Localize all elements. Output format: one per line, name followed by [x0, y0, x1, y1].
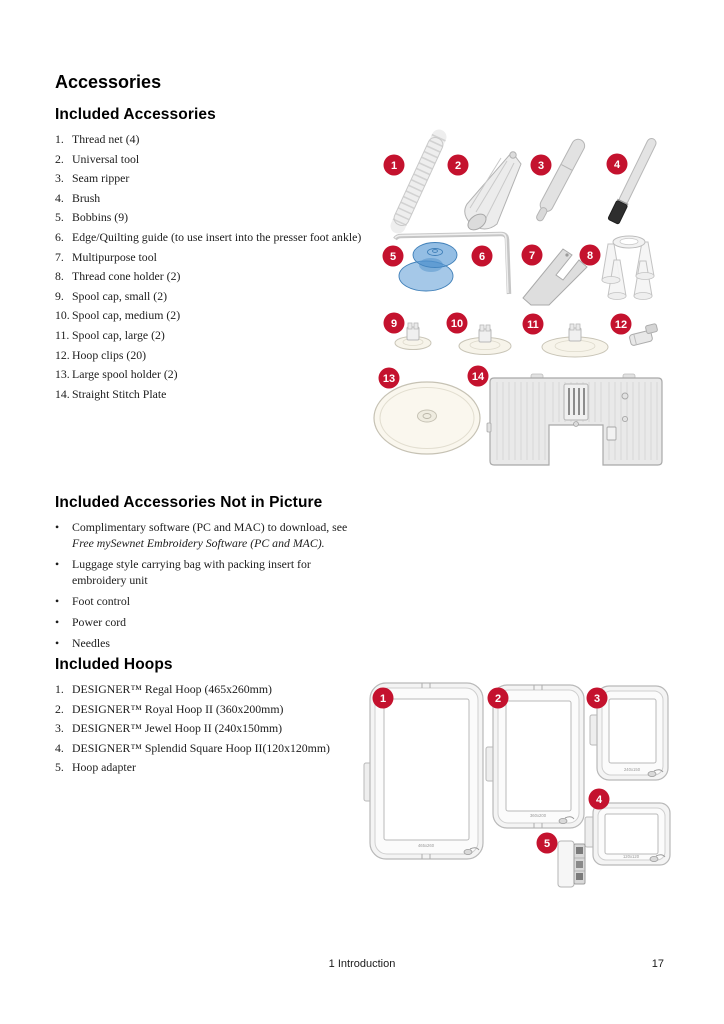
svg-text:14: 14	[471, 370, 485, 383]
list-item-number: 8.	[55, 269, 64, 284]
list-item-text: Thread cone holder (2)	[72, 269, 181, 284]
spool-cap-large-illustration	[542, 324, 608, 357]
list-item	[55, 557, 355, 588]
footer-page-number: 17	[651, 958, 664, 970]
list-item-text: Hoop clips (20)	[72, 347, 147, 362]
list-item-text: Complimentary software (PC and MAC) to download, see Free mySewnet Embroidery Software (PC and MAC).	[72, 520, 348, 550]
list-item-number: 14.	[55, 386, 70, 401]
svg-text:5: 5	[389, 250, 397, 263]
list-item	[55, 269, 387, 284]
list-item	[55, 328, 387, 343]
list-item-text: Power cord	[72, 614, 127, 629]
list-item-number: 5.	[55, 760, 64, 775]
list-item-number: 7.	[55, 249, 64, 264]
list-item-text: Seam ripper	[72, 171, 130, 186]
badge-13	[379, 368, 400, 389]
section-not-in-picture	[55, 494, 355, 657]
list-item-text: Spool cap, small (2)	[72, 288, 168, 303]
list-item	[55, 132, 387, 147]
svg-text:7: 7	[528, 249, 536, 262]
list-item	[55, 741, 387, 756]
spool-cap-medium-illustration	[459, 325, 511, 355]
cross-reference: Free mySewnet Embroidery Software (PC and MAC).	[72, 535, 325, 550]
badge-11	[523, 314, 544, 335]
svg-text:3: 3	[593, 692, 601, 705]
bullet-marker: •	[55, 614, 60, 629]
bullet-list	[55, 520, 355, 652]
svg-text:9: 9	[390, 317, 398, 330]
list-item-text: DESIGNER™ Royal Hoop II (360x200mm)	[72, 701, 284, 716]
list-item	[55, 702, 387, 717]
list-item-number: 6.	[55, 229, 64, 244]
list-item-text: DESIGNER™ Regal Hoop (465x260mm)	[72, 682, 272, 696]
badge-1	[384, 155, 405, 176]
svg-text:240x150: 240x150	[623, 767, 641, 772]
list-item	[55, 171, 387, 186]
badge-hoop-2	[488, 688, 509, 709]
bullet-marker: •	[55, 636, 60, 651]
footer-chapter: 1 Introduction	[328, 958, 396, 970]
brush-illustration	[608, 136, 659, 224]
badge-4	[607, 154, 628, 175]
list-item	[55, 615, 355, 631]
badge-12	[611, 314, 632, 335]
list-item-text: Foot control	[72, 593, 130, 608]
thread-cone-holder-illustration	[602, 236, 654, 300]
badge-14	[468, 366, 489, 387]
list-item-number: 10.	[55, 308, 70, 323]
page-title: Accessories	[55, 72, 162, 92]
list-item	[55, 387, 387, 402]
list-item	[55, 367, 387, 382]
bobbins-illustration	[399, 243, 457, 292]
list-item-number: 1.	[55, 132, 64, 146]
list-item-number: 1.	[55, 682, 64, 696]
list-item	[55, 520, 355, 551]
badge-9	[384, 313, 405, 334]
list-item	[55, 594, 355, 610]
list-item	[55, 760, 387, 775]
svg-text:5: 5	[543, 837, 551, 850]
svg-text:1: 1	[390, 159, 398, 172]
list-item-text: Edge/Quilting guide (to use insert into the presser foot ankle)	[72, 229, 362, 244]
list-item-number: 3.	[55, 721, 64, 736]
svg-text:8: 8	[586, 249, 594, 262]
svg-text:2: 2	[494, 692, 502, 705]
universal-tool-illustration	[465, 152, 521, 233]
list-item-number: 4.	[55, 190, 64, 205]
list-item-text: Luggage style carrying bag with packing insert for embroidery unit	[72, 556, 311, 587]
list-item	[55, 308, 387, 323]
list-item	[55, 191, 387, 206]
badge-10	[447, 313, 468, 334]
list-item-text: Spool cap, large (2)	[72, 327, 165, 342]
list-item-text: DESIGNER™ Splendid Square Hoop II(120x120mm)	[72, 740, 330, 755]
svg-text:1: 1	[379, 692, 387, 705]
list-item	[55, 348, 387, 363]
list-item-text: Brush	[72, 190, 101, 205]
bullet-marker: •	[55, 556, 60, 571]
list-item-number: 5.	[55, 210, 64, 225]
svg-text:12: 12	[614, 318, 628, 331]
svg-text:13: 13	[382, 372, 396, 385]
badge-8	[580, 245, 601, 266]
list-item	[55, 152, 387, 167]
figure-included-hoops	[362, 675, 678, 903]
seam-ripper-illustration	[533, 137, 587, 223]
badge-5	[383, 246, 404, 267]
list-item	[55, 682, 387, 697]
list-item-number: 11.	[55, 327, 70, 342]
list-item-text: Spool cap, medium (2)	[72, 308, 181, 323]
svg-text:360x200: 360x200	[529, 813, 547, 818]
svg-text:4: 4	[613, 158, 621, 171]
list-item-text: Bobbins (9)	[72, 210, 129, 225]
hoop-4-illustration	[585, 803, 670, 865]
list-item-text: Multipurpose tool	[72, 249, 157, 264]
section-heading: Included Hoops	[55, 656, 173, 673]
svg-text:2: 2	[454, 159, 462, 172]
svg-text:465x260: 465x260	[417, 843, 435, 848]
bullet-marker: •	[55, 593, 60, 608]
list-item	[55, 230, 387, 245]
list-item-number: 2.	[55, 151, 64, 166]
list-item	[55, 721, 387, 736]
list-item	[55, 250, 387, 265]
badge-3	[531, 155, 552, 176]
figure-included-accessories	[373, 128, 668, 473]
list-item-text: Straight Stitch Plate	[72, 386, 167, 401]
hoop-adapter-illustration	[558, 841, 585, 887]
list-item-text: Needles	[72, 636, 110, 651]
list-item-text: Thread net (4)	[72, 132, 140, 146]
badge-2	[448, 155, 469, 176]
svg-text:11: 11	[527, 318, 539, 331]
hoop-list	[55, 682, 387, 775]
section-heading: Included Accessories Not in Picture	[55, 494, 323, 511]
badge-hoop-1	[373, 688, 394, 709]
straight-stitch-plate-illustration	[487, 374, 662, 465]
badge-hoop-4	[589, 789, 610, 810]
list-item-text: Universal tool	[72, 151, 140, 166]
svg-text:3: 3	[537, 159, 545, 172]
list-item-text: DESIGNER™ Jewel Hoop II (240x150mm)	[72, 721, 283, 736]
accessory-list	[55, 132, 387, 402]
list-item-number: 4.	[55, 740, 64, 755]
svg-text:120x120: 120x120	[622, 854, 640, 859]
list-item-number: 9.	[55, 288, 64, 303]
hoop-1-illustration	[364, 683, 483, 859]
badge-hoop-3	[587, 688, 608, 709]
section-included-accessories	[55, 106, 387, 406]
section-included-hoops	[55, 656, 387, 780]
list-item-number: 2.	[55, 701, 64, 716]
list-item	[55, 289, 387, 304]
list-item-number: 12.	[55, 347, 70, 362]
badge-6	[472, 246, 493, 267]
svg-text:6: 6	[478, 250, 486, 263]
section-heading: Included Accessories	[55, 106, 216, 123]
badge-hoop-5	[537, 833, 558, 854]
list-item-text: Large spool holder (2)	[72, 367, 178, 382]
list-item	[55, 210, 387, 225]
hoop-clips-illustration	[628, 323, 660, 346]
bullet-marker: •	[55, 520, 60, 534]
large-spool-holder-illustration	[374, 382, 480, 454]
list-item-number: 3.	[55, 171, 64, 186]
list-item-number: 13.	[55, 367, 70, 382]
svg-text:4: 4	[595, 793, 603, 806]
svg-text:10: 10	[450, 317, 464, 330]
badge-7	[522, 245, 543, 266]
list-item	[55, 636, 355, 652]
thread-net-illustration	[392, 135, 445, 228]
list-item-text: Hoop adapter	[72, 760, 136, 775]
